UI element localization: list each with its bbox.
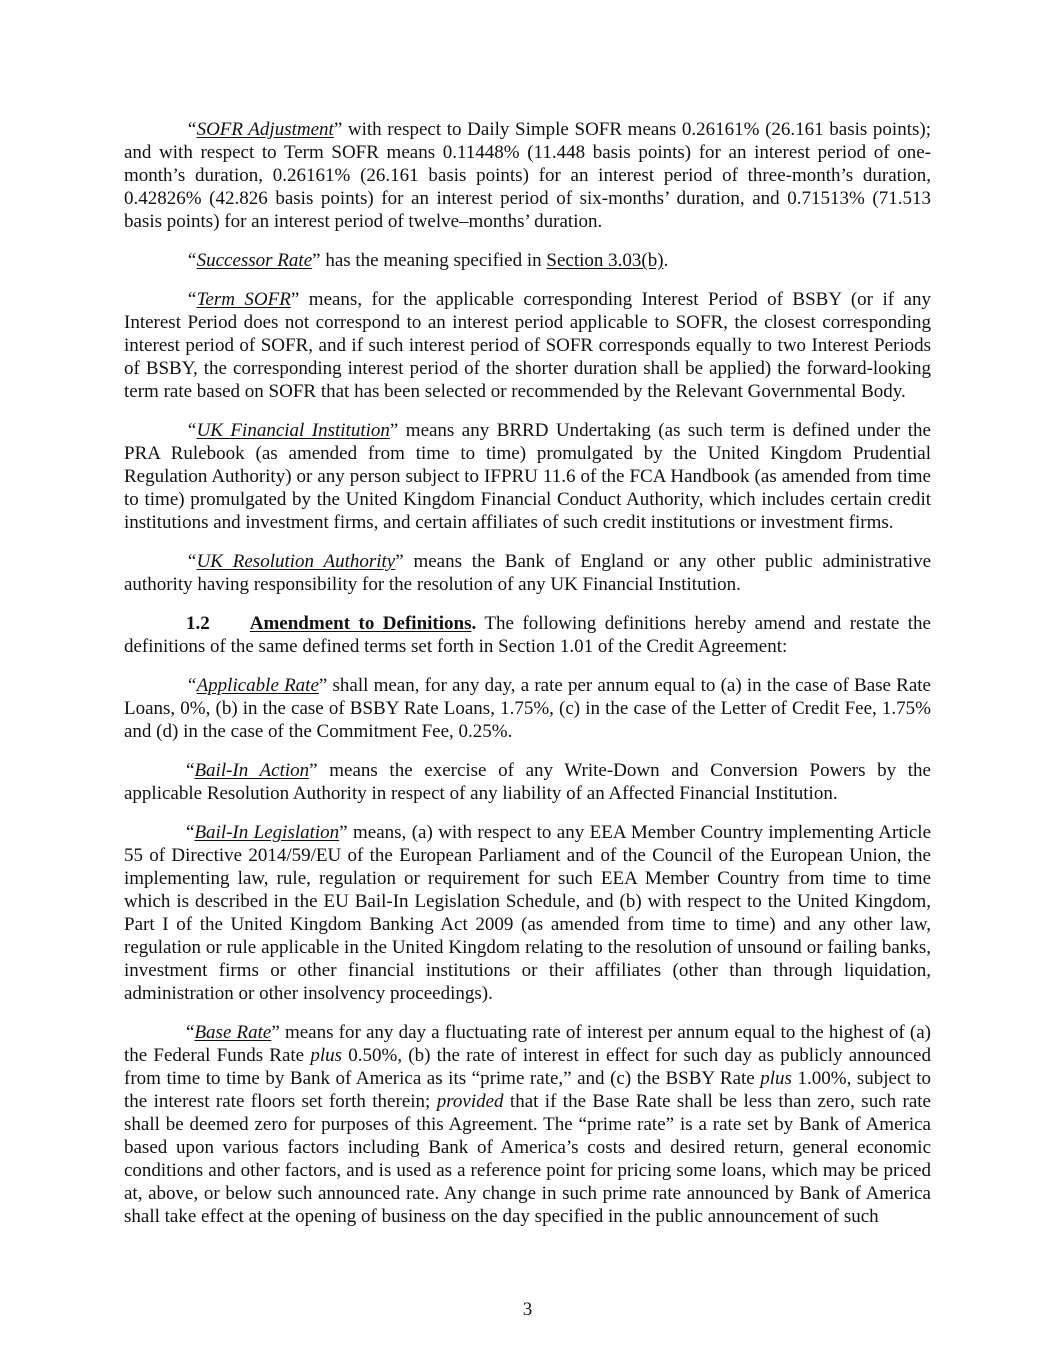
paragraph-applicable-rate: “Applicable Rate” shall mean, for any day, a rate per annum equal to (a) in the case of Base Rate Loans, 0%, (b) in the case of BSBY Rate Loans, 1.75%, (c) in the case of the Letter of Credit Fee, 1.75% and (d) in the case of the Commitment Fee, 0.25%.	[124, 675, 931, 742]
page-number: 3	[522, 1299, 533, 1320]
document-body	[124, 118, 931, 1228]
paragraph-bail-in-legislation: “Bail-In Legislation” means, (a) with respect to any EEA Member Country implementing Article 55 of Directive 2014/59/EU of the European Parliament and of the Council of the European Union, the implementing law, rule, regulation or requirement for such EEA Member Country from time to time which is described in the EU Bail-In Legislation Schedule, and (b) with respect to the United Kingdom, Part I of the United Kingdom Banking Act 2009 (as amended from time to time) and any other law, regulation or rule applicable in the United Kingdom relating to the resolution of unsound or failing banks, investment firms or other financial institutions or their affiliates (other than through liquidation, administration or other insolvency proceedings).	[124, 822, 931, 1004]
paragraph-sofr-adjustment: “SOFR Adjustment” with respect to Daily Simple SOFR means 0.26161% (26.161 basis points); and with respect to Term SOFR means 0.11448% (11.448 basis points) for an interest period of one-month’s duration, 0.26161% (26.161 basis points) for an interest period of three-month’s duration, 0.42826% (42.826 basis points) for an interest period of six-months’ duration, and 0.71513% (71.513 basis points) for an interest period of twelve–months’ duration.	[124, 119, 931, 232]
paragraph-base-rate: “Base Rate” means for any day a fluctuating rate of interest per annum equal to the highest of (a) the Federal Funds Rate plus 0.50%, (b) the rate of interest in effect for such day as publicly announced from time to time by Bank of America as its “prime rate,” and (c) the BSBY Rate plus 1.00%, subject to the interest rate floors set forth therein; provided that if the Base Rate shall be less than zero, such rate shall be deemed zero for purposes of this Agreement. The “prime rate” is a rate set by Bank of America based upon various factors including Bank of America’s costs and desired return, general economic conditions and other factors, and is used as a reference point for pricing some loans, which may be priced at, above, or below such announced rate. Any change in such prime rate announced by Bank of America shall take effect at the opening of business on the day specified in the public announcement of such	[124, 1022, 931, 1227]
section-heading-amendment-to-definitions: 1.2 Amendment to Definitions. The following definitions hereby amend and restate the definitions of the same defined terms set forth in Section 1.01 of the Credit Agreement:	[124, 613, 931, 657]
paragraph-successor-rate: “Successor Rate” has the meaning specified in Section 3.03(b).	[186, 250, 669, 271]
paragraph-uk-resolution-authority: “UK Resolution Authority” means the Bank of England or any other public administrative authority having responsibility for the resolution of any UK Financial Institution.	[124, 551, 932, 595]
paragraph-bail-in-action: “Bail-In Action” means the exercise of any Write-Down and Conversion Powers by the applicable Resolution Authority in respect of any liability of an Affected Financial Institution.	[124, 760, 931, 804]
paragraph-uk-financial-institution: “UK Financial Institution” means any BRRD Undertaking (as such term is defined under the PRA Rulebook (as amended from time to time) promulgated by the United Kingdom Prudential Regulation Authority) or any person subject to IFPRU 11.6 of the FCA Handbook (as amended from time to time) promulgated by the United Kingdom Financial Conduct Authority, which includes certain credit institutions and investment firms, and certain affiliates of such credit institutions or investment firms.	[124, 420, 931, 533]
paragraph-term-sofr: “Term SOFR” means, for the applicable corresponding Interest Period of BSBY (or if any Interest Period does not correspond to an interest period applicable to SOFR, the closest corresponding interest period of SOFR, and if such interest period of SOFR corresponds equally to two Interest Periods of BSBY, the corresponding interest period of the shorter duration shall be applied) the forward-looking term rate based on SOFR that has been selected or recommended by the Relevant Governmental Body.	[124, 289, 931, 402]
